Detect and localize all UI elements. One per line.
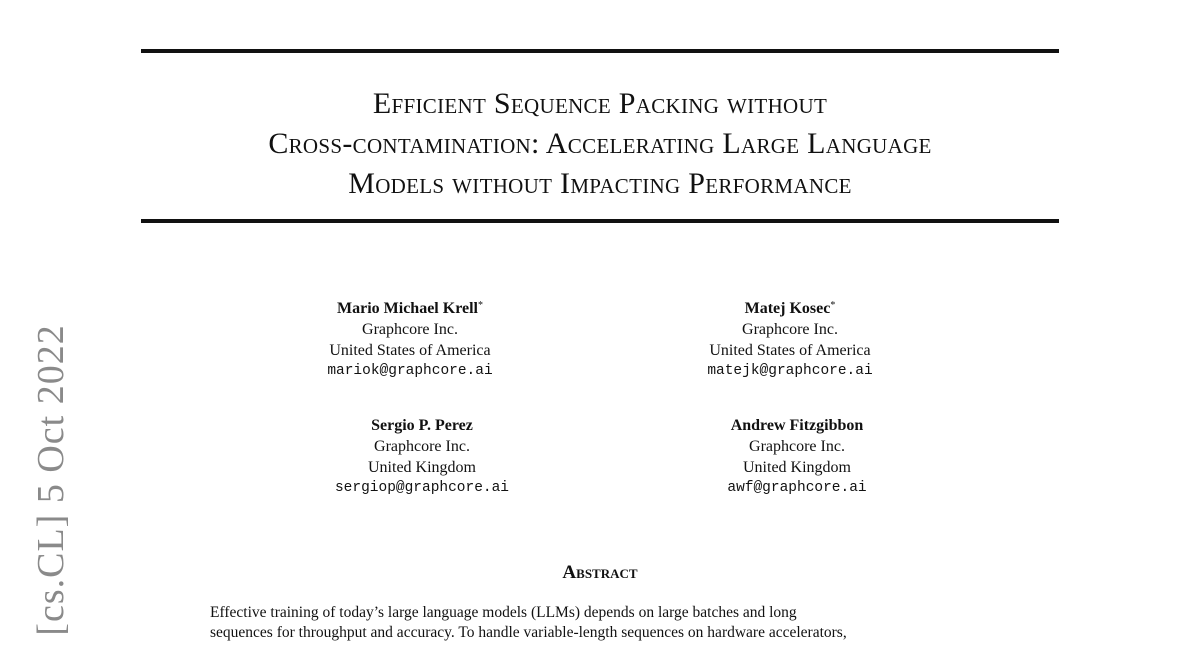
author-name: Mario Michael Krell* <box>337 300 483 317</box>
abstract-heading: Abstract <box>562 562 638 583</box>
author-affiliation: Graphcore Inc. <box>362 321 458 338</box>
author-name: Matej Kosec* <box>744 300 836 317</box>
author-affiliation: Graphcore Inc. <box>742 321 838 338</box>
abstract-line-1: Effective training of today’s large language models (LLMs) depends on large batches and long <box>210 604 797 621</box>
equal-contribution-mark: * <box>478 300 483 311</box>
paper-title <box>141 84 1059 204</box>
title-rule-bottom <box>141 219 1059 223</box>
author-email: sergiop@graphcore.ai <box>334 480 510 496</box>
author-email: matejk@graphcore.ai <box>707 363 873 379</box>
author-name: Andrew Fitzgibbon <box>730 417 864 434</box>
author-block-1 <box>260 295 560 382</box>
author-affiliation: Graphcore Inc. <box>749 438 845 455</box>
abstract-body <box>210 603 1000 643</box>
author-country: United Kingdom <box>743 459 851 476</box>
author-email: mariok@graphcore.ai <box>327 363 493 379</box>
arxiv-identifier-stamp: [cs.CL] 5 Oct 2022 <box>30 324 72 636</box>
author-block-4 <box>647 415 947 499</box>
author-country: United States of America <box>329 342 491 359</box>
author-affiliation: Graphcore Inc. <box>374 438 470 455</box>
author-block-3 <box>272 415 572 499</box>
title-rule-top <box>141 49 1059 53</box>
author-name: Sergio P. Perez <box>371 417 473 434</box>
author-country: United States of America <box>709 342 871 359</box>
equal-contribution-mark: * <box>830 300 836 311</box>
author-block-2 <box>640 295 940 382</box>
title-line-1: Efficient Sequence Packing without <box>372 87 828 120</box>
abstract-line-2: sequences for throughput and accuracy. To handle variable-length sequences on hardware accelerators, <box>210 624 847 641</box>
title-line-2: Cross-contamination: Accelerating Large Language <box>268 127 932 160</box>
title-line-3: Models without Impacting Performance <box>348 167 852 200</box>
author-country: United Kingdom <box>368 459 476 476</box>
author-email: awf@graphcore.ai <box>727 480 867 496</box>
